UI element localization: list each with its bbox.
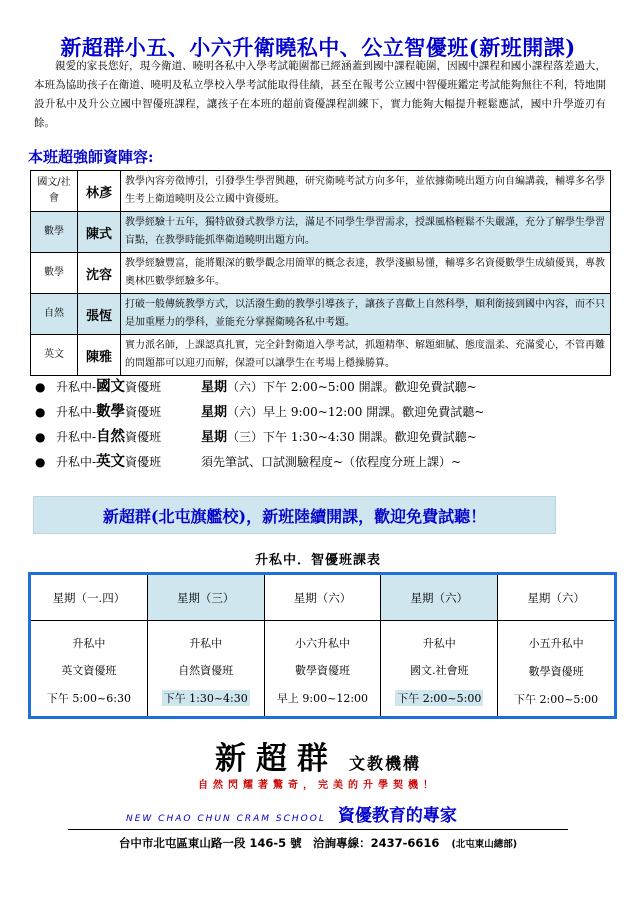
cell-level: 升私中 bbox=[422, 636, 456, 650]
cell-class: 英文資優班 bbox=[61, 664, 117, 678]
promo-banner: 新超群(北屯旗艦校)，新班陸續開課，歡迎免費試聽！ bbox=[33, 496, 556, 534]
teacher-row bbox=[31, 294, 611, 335]
timetable-cell bbox=[31, 621, 147, 716]
teachers-heading: 本班超強師資陣容: bbox=[28, 148, 154, 166]
bullet-icon: ● bbox=[35, 380, 46, 394]
cell-class: 國文.社會班 bbox=[410, 664, 469, 678]
timetable-column bbox=[498, 575, 614, 716]
teacher-subject: 自然 bbox=[31, 294, 78, 335]
timetable-day: 星期（三） bbox=[148, 575, 264, 621]
timetable-cell bbox=[381, 621, 497, 716]
class-item bbox=[35, 401, 625, 426]
cell-time: 下午 2:00~5:00 bbox=[514, 692, 599, 706]
class-name: 升私中-自然資優班 bbox=[56, 428, 162, 445]
teacher-row bbox=[31, 212, 611, 253]
timetable-cell bbox=[148, 621, 264, 716]
class-list bbox=[35, 376, 625, 476]
class-name: 升私中-國文資優班 bbox=[56, 378, 162, 395]
class-name: 升私中-數學資優班 bbox=[56, 403, 162, 420]
brand-english: NEW CHAO CHUN CRAM SCHOOL bbox=[126, 814, 326, 824]
teachers-table bbox=[30, 170, 611, 376]
footer-branch: (北屯東山總部) bbox=[451, 839, 518, 850]
class-item bbox=[35, 426, 625, 451]
timetable-column bbox=[381, 575, 498, 716]
class-name: 升私中-英文資優班 bbox=[56, 453, 162, 470]
timetable bbox=[28, 572, 617, 719]
teacher-subject: 數學 bbox=[31, 253, 78, 294]
footer-address: 台中市北屯區東山路一段 146-5 號 洽詢專線：2437-6616 bbox=[118, 836, 440, 850]
bullet-icon: ● bbox=[35, 430, 46, 444]
teacher-row bbox=[31, 171, 611, 212]
teacher-name: 林彥 bbox=[78, 171, 121, 212]
teacher-desc: 教學經驗十五年，獨特啟發式教學方法，滿足不同學生學習需求，授課風格輕鬆不失嚴謹，充分了解學生學習盲點，在教學時能抓準衛道曉明出題方向。 bbox=[121, 212, 611, 253]
class-schedule: 星期（三）下午 1:30~4:30 開課。歡迎免費試聽~ bbox=[201, 430, 477, 445]
teacher-subject: 數學 bbox=[31, 212, 78, 253]
teacher-subject: 英文 bbox=[31, 335, 78, 376]
teacher-row bbox=[31, 335, 611, 376]
teacher-desc: 教學經驗豐富，能將艱深的數學觀念用簡單的概念表達，教學淺顯易懂，輔導多名資優數學生成績優異，專教奧林匹數學經驗多年。 bbox=[121, 253, 611, 294]
bullet-icon: ● bbox=[35, 405, 46, 419]
brand-slogan: 自然閃耀著驚奇，完美的升學契機！ bbox=[198, 780, 438, 791]
teacher-name: 沈容 bbox=[78, 253, 121, 294]
timetable-day: 星期（六） bbox=[498, 575, 614, 621]
class-schedule: 星期（六）下午 2:00~5:00 開課。歡迎免費試聽~ bbox=[201, 380, 477, 395]
teacher-desc: 教學內容旁徵博引，引發學生學習興趣，研究衛曉考試方向多年，並依據衛曉出題方向自編講義，輔導多名學生考上衛道曉明及公立國中資優班。 bbox=[121, 171, 611, 212]
timetable-cell bbox=[265, 621, 381, 716]
timetable-cell bbox=[498, 621, 614, 716]
cell-class: 自然資優班 bbox=[178, 664, 234, 678]
intro-paragraph: 親愛的家長您好，現今衛道、曉明各私中入學考試範圍都已經涵蓋到國中課程範圍，因國中課程和國小課程落差過大，本班為協助孩子在衛道、曉明及私立學校入學考試能取得佳績，甚至在報考公立國中智優班鑑定考試能夠無往不利，特地開設升私中及升公立國中智優班課程，讓孩子在本班的超前資優課程訓練下，實力能夠大幅提升輕鬆應試，國中升學遊刃有餘。 bbox=[34, 60, 606, 129]
timetable-column bbox=[31, 575, 148, 716]
timetable-day: 星期（六） bbox=[265, 575, 381, 621]
cell-level: 小六升私中 bbox=[294, 636, 350, 650]
brand-name: 新超群 bbox=[214, 741, 338, 777]
cell-time: 下午 5:00~6:30 bbox=[46, 692, 131, 706]
class-item bbox=[35, 451, 625, 476]
timetable-day: 星期（一.四） bbox=[31, 575, 147, 621]
timetable-column bbox=[265, 575, 382, 716]
cell-class: 數學資優班 bbox=[294, 664, 350, 678]
cell-class: 數學資優班 bbox=[528, 664, 584, 678]
teacher-name: 陳雅 bbox=[78, 335, 121, 376]
brand-tagline: 資優教育的專家 bbox=[337, 806, 457, 826]
cell-time: 早上 9:00~12:00 bbox=[276, 692, 369, 706]
brand-org: 文教機構 bbox=[349, 754, 422, 773]
teacher-name: 張恆 bbox=[78, 294, 121, 335]
class-item bbox=[35, 376, 625, 401]
class-schedule: 星期（六）早上 9:00~12:00 開課。歡迎免費試聽~ bbox=[201, 405, 485, 420]
cell-time: 下午 2:00~5:00 bbox=[397, 692, 482, 706]
divider bbox=[68, 829, 568, 830]
bullet-icon: ● bbox=[35, 455, 46, 469]
footer bbox=[0, 835, 636, 851]
teacher-name: 陳式 bbox=[78, 212, 121, 253]
timetable-day: 星期（六） bbox=[381, 575, 497, 621]
cell-time: 下午 1:30~4:30 bbox=[163, 692, 248, 706]
brand-logo bbox=[0, 733, 636, 778]
cell-level: 升私中 bbox=[72, 636, 106, 650]
teacher-subject: 國文/社會 bbox=[31, 171, 78, 212]
teacher-row bbox=[31, 253, 611, 294]
brand-tagline-row bbox=[126, 801, 457, 826]
class-schedule: 須先筆試、口試測驗程度~（依程度分班上課）~ bbox=[201, 455, 462, 469]
timetable-column bbox=[148, 575, 265, 716]
cell-level: 小五升私中 bbox=[528, 636, 584, 650]
page-title: 新超群小五、小六升衛曉私中、公立智優班(新班開課) bbox=[60, 35, 576, 60]
teacher-desc: 實力派名師，上課認真扎實，完全針對衛道入學考試，抓題精準、解題細膩、態度溫柔、充滿愛心，不管再難的問題都可以迎刃而解，保證可以讓學生在考場上穩操勝算。 bbox=[121, 335, 611, 376]
timetable-title: 升私中．智優班課表 bbox=[254, 553, 381, 568]
teacher-desc: 打破一般傳統教學方式，以活潑生動的教學引導孩子，讓孩子喜歡上自然科學，順利銜接到國中內容，而不只是加重壓力的學科，並能充分掌握衛曉各私中考題。 bbox=[121, 294, 611, 335]
cell-level: 升私中 bbox=[189, 636, 223, 650]
